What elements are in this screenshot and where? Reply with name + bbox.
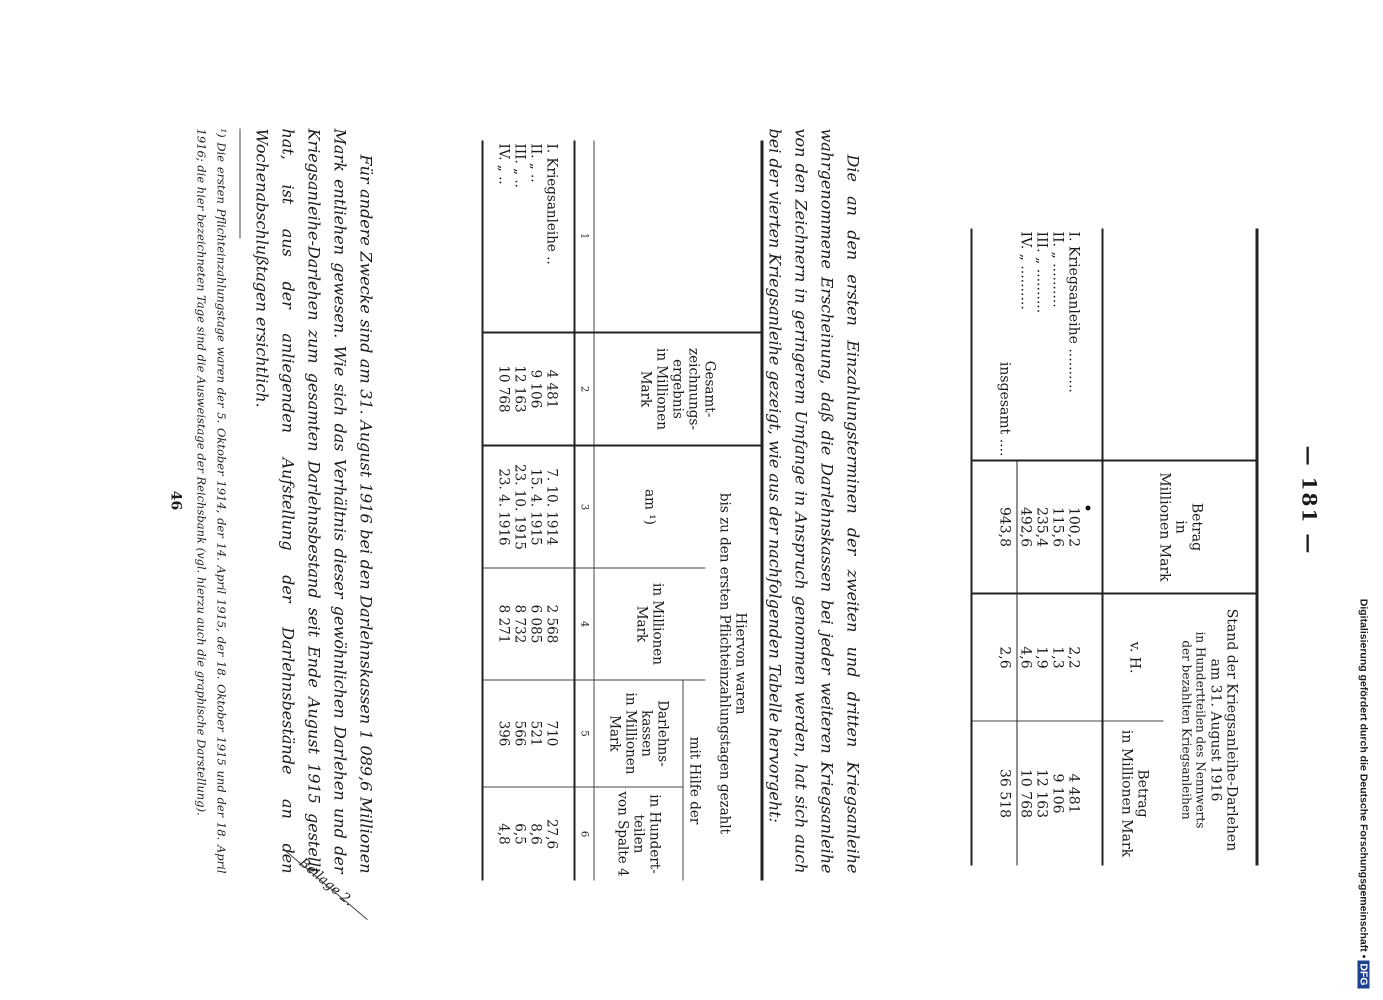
label-header	[594, 140, 762, 332]
paragraph-1: Die an den ersten Einzahlungsterminen der zweiten und dritten Kriegsanleihe wahrgenommene Erscheinung, daß die Darlehnskassen bei jeder weiteren Kriegsanleihe von den Zeichnern in geringerem Umfange in Anspruch genommen werden, hat sich auch bei der vierten Kriegsanleihe gezeigt, wie aus der nachfolgenden Tabelle hervorgeht:	[765, 128, 862, 873]
table-row: II. „ .. 9 106 15. 4. 1915 6 085 521 8,6	[527, 140, 543, 880]
date-header: am ¹)	[594, 445, 706, 568]
loan-help-header: mit Hilfe der	[683, 680, 706, 881]
table-row: IV. „ .. 10 768 23. 4. 1916 8 271 396 4,8	[482, 140, 511, 880]
dfg-logo: DFG	[1357, 960, 1369, 988]
total-header: Gesamt- zeichnungs- ergebnis in Millionen Mark	[594, 332, 762, 445]
page-number-bottom: 46	[167, 490, 183, 510]
amount2-header: Betrag in Millionen Mark	[1105, 721, 1163, 866]
loan-status-table	[971, 228, 1259, 865]
dfg-watermark: Digitalisierung gefördert durch die Deutsche Forschungsgemeinschaft •DFG	[1357, 0, 1369, 988]
label-header	[1105, 228, 1257, 460]
column-number-row: 1 2 3 4 5 6	[574, 140, 594, 880]
table-row: I. Kriegsanleihe .......... 100,2 2,2 4 481	[1065, 228, 1102, 865]
table-row: IV. „ .......... 492,6 4,6 10 768	[1017, 228, 1034, 865]
pct-header: in Hundert- teilen von Spalte 4	[594, 787, 683, 881]
pct-header: v. H.	[1105, 593, 1163, 721]
table-row: I. Kriegsanleihe .. 4 481 7. 10. 1914 2 568 710 27,6	[543, 140, 574, 880]
table-total-row: insgesamt .... 943,8 2,6 36 518	[972, 228, 1017, 865]
ink-dot	[1085, 505, 1090, 510]
paragraph-2: Für andere Zwecke sind am 31. August 1916 bei den Darlehnskassen 1 089,6 Millionen Mark entliehen gewesen. Wie sich das Verhältnis dieser gewöhnlichen Darlehen und der Kriegsanleihe-Darlehen zum gesamten Darlehnsbestand seit Ende August 1915 gestellt hat, ist aus der anliegenden Aufstellung der Darlehnsbestände an den Wochenabschlußtagen ersichtlich.	[252, 128, 375, 873]
subscription-table	[481, 140, 763, 880]
annex-label: Beilage 2.	[295, 855, 356, 909]
loan-status-group-header: Stand der Kriegsanleihe-Darlehen am 31. August 1916 in Hundertteilen des Nennwerts der bezahlten Kriegsanleihen	[1163, 593, 1257, 865]
table-row: II. „ .......... 115,6 1,3 9 106	[1049, 228, 1065, 865]
footnote-rule	[239, 128, 240, 238]
amount-header: Betrag in Millionen Mark	[1105, 460, 1257, 593]
footnote: ¹) Die ersten Pflichteinzahlungstage waren der 5. Oktober 1914, der 14. April 1915, der 18. Oktober 1915 und der 18. April 1916; die hier bezeichneten Tage sind die Ausweistage der Reichsbank (vgl. hierzu auch die graphische Darstellung).	[194, 128, 228, 873]
table-row: III. „ .. 12 163 23. 10. 1915 8 732 566 6,5	[511, 140, 527, 880]
page-header: — 181 —	[1297, 445, 1321, 555]
table-row: III. „ .......... 235,4 1,9 12 163	[1033, 228, 1049, 865]
dk-header: Darlehns- kassen in Millionen Mark	[594, 680, 683, 787]
paid-header: in Millionen Mark	[594, 568, 706, 680]
payment-group-header: Hiervon waren bis zu den ersten Pflichteinzahlungstagen gezahlt	[705, 445, 762, 880]
